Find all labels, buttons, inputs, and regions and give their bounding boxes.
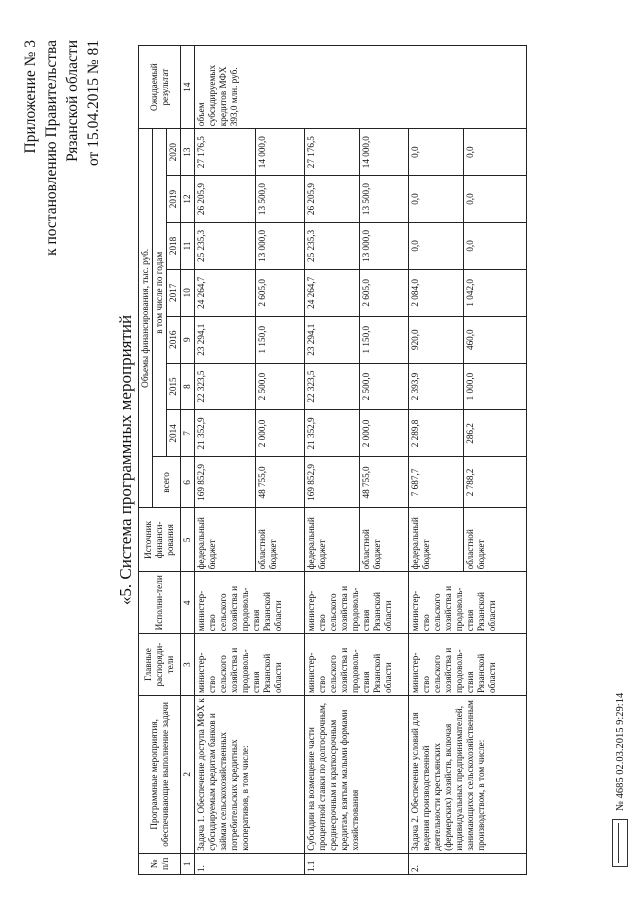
header-source: Источник финанси-рования	[139, 508, 181, 572]
row-main-manager: министер-ство сельского хозяйства и продоволь-ствия Рязанской области	[195, 634, 305, 696]
value-2016: 23 294,1	[195, 316, 256, 363]
header-result: Ожидаемый результат	[139, 46, 181, 129]
row-result: объем субсидируемых кредитов МФХ 393,0 млн. руб.	[195, 46, 527, 129]
document-number: № 4685 02.03.2015 9:29:14	[614, 692, 626, 811]
header-year: 2015	[167, 363, 181, 410]
value-2017: 2 605,0	[256, 269, 305, 316]
value-2014: 2 000,0	[256, 410, 305, 457]
value-2016: 23 294,1	[305, 316, 360, 363]
row-source: федеральный бюджет	[409, 508, 464, 572]
row-executor: министер-ство сельского хозяйства и продоволь-ствия Рязанской области	[409, 572, 527, 634]
value-2019: 26 205,9	[305, 176, 360, 223]
header-year: 2016	[167, 316, 181, 363]
value-2014: 2 000,0	[360, 410, 409, 457]
value-2015: 22 323,5	[195, 363, 256, 410]
value-2017: 2 084,0	[409, 269, 464, 316]
appendix-line: Приложение № 3	[22, 40, 39, 154]
value-2019: 13 500,0	[256, 176, 305, 223]
header-by-years: в том числе по годам	[153, 129, 167, 457]
value-2016: 920,0	[409, 316, 464, 363]
column-index: 4	[181, 572, 195, 634]
row-number: 2.	[409, 853, 527, 874]
value-2018: 25 235,3	[305, 222, 360, 269]
row-program: Субсидии на возмещение части процентной ставки по долгосрочным, среднесрочным и краткосрочным кредитам, взятым малыми формами хозяйствования	[305, 696, 409, 854]
row-number: 1.	[195, 853, 305, 874]
header-year: 2020	[167, 129, 181, 176]
row-source: областной бюджет	[464, 508, 527, 572]
value-2019: 13 500,0	[360, 176, 409, 223]
value-2014: 2 289,8	[409, 410, 464, 457]
value-2014: 286,2	[464, 410, 527, 457]
column-index: 2	[181, 696, 195, 854]
table-row	[409, 46, 464, 875]
column-index: 1	[181, 853, 195, 874]
value-2018: 0,0	[409, 222, 464, 269]
value-total: 7 687,7	[409, 457, 464, 508]
appendix-line: Рязанской области	[64, 40, 81, 162]
appendix-line: от 15.04.2015 № 81	[85, 40, 102, 166]
value-2016: 460,0	[464, 316, 527, 363]
column-index: 8	[181, 363, 195, 410]
table-row	[195, 46, 256, 875]
header-year: 2017	[167, 269, 181, 316]
column-index: 5	[181, 508, 195, 572]
header-year: 2019	[167, 176, 181, 223]
value-2014: 21 352,9	[195, 410, 256, 457]
header-total: всего	[153, 457, 181, 508]
value-total: 169 852,9	[305, 457, 360, 508]
header-main: Главные распоряди-тели	[139, 634, 181, 696]
value-2019: 0,0	[409, 176, 464, 223]
column-index: 6	[181, 457, 195, 508]
value-2018: 0,0	[464, 222, 527, 269]
section-title: «5. Система программных мероприятий	[116, 314, 135, 606]
value-2020: 14 000,0	[256, 129, 305, 176]
row-main-manager: министер-ство сельского хозяйства и продоволь-ствия Рязанской области	[409, 634, 527, 696]
value-2020: 0,0	[409, 129, 464, 176]
column-index: 13	[181, 129, 195, 176]
value-2016: 1 150,0	[256, 316, 305, 363]
value-total: 2 788,2	[464, 457, 527, 508]
row-source: областной бюджет	[256, 508, 305, 572]
row-source: федеральный бюджет	[195, 508, 256, 572]
footer	[612, 693, 628, 867]
row-source: областной бюджет	[360, 508, 409, 572]
barcode-stamp-icon	[612, 819, 628, 867]
value-2015: 2 500,0	[256, 363, 305, 410]
value-total: 48 755,0	[256, 457, 305, 508]
column-index: 11	[181, 222, 195, 269]
value-2017: 2 605,0	[360, 269, 409, 316]
value-2019: 26 205,9	[195, 176, 256, 223]
column-index: 14	[181, 46, 195, 129]
header-volumes: Объемы финансирования, тыс. руб.	[139, 129, 153, 508]
header-no: № п/п	[139, 853, 181, 874]
value-2020: 0,0	[464, 129, 527, 176]
value-2020: 27 176,5	[195, 129, 256, 176]
column-index: 7	[181, 410, 195, 457]
row-program: Задача 1. Обеспечение доступа МФХ к субсидируемым кредитам банков и займам сельскохозяйственных потребительских кредитных кооперативов, в том числе:	[195, 696, 305, 854]
row-number: 1.1	[305, 853, 409, 874]
appendix-header	[20, 40, 104, 256]
value-2015: 2 393,9	[409, 363, 464, 410]
appendix-line: к постановлению Правительства	[43, 40, 60, 256]
value-total: 48 755,0	[360, 457, 409, 508]
header-program: Программные мероприятия, обеспечивающие выполнение задачи	[139, 696, 181, 854]
value-2020: 14 000,0	[360, 129, 409, 176]
header-exec: Исполни-тели	[139, 572, 181, 634]
program-table	[138, 45, 527, 875]
row-main-manager: министер-ство сельского хозяйства и продоволь-ствия Рязанской области	[305, 634, 409, 696]
header-year: 2018	[167, 222, 181, 269]
value-2019: 0,0	[464, 176, 527, 223]
value-2014: 21 352,9	[305, 410, 360, 457]
table-row	[305, 46, 360, 875]
value-2015: 22 323,5	[305, 363, 360, 410]
value-total: 169 852,9	[195, 457, 256, 508]
column-index: 12	[181, 176, 195, 223]
value-2015: 1 000,0	[464, 363, 527, 410]
value-2018: 13 000,0	[360, 222, 409, 269]
column-index: 3	[181, 634, 195, 696]
value-2017: 1 042,0	[464, 269, 527, 316]
row-executor: министер-ство сельского хозяйства и продоволь-ствия Рязанской области	[195, 572, 305, 634]
value-2020: 27 176,5	[305, 129, 360, 176]
column-index: 10	[181, 269, 195, 316]
row-source: федеральный бюджет	[305, 508, 360, 572]
header-year: 2014	[167, 410, 181, 457]
row-program: Задача 2. Обеспечение условий для ведения производственной деятельности крестьянских (фермерских) хозяйств, включая индивидуальных предпринимателей, занимающихся сельскохозяйственным производством, в том числе:	[409, 696, 527, 854]
column-index: 9	[181, 316, 195, 363]
value-2017: 24 264,7	[195, 269, 256, 316]
value-2018: 25 235,3	[195, 222, 256, 269]
value-2017: 24 264,7	[305, 269, 360, 316]
row-executor: министер-ство сельского хозяйства и продоволь-ствия Рязанской области	[305, 572, 409, 634]
value-2016: 1 150,0	[360, 316, 409, 363]
value-2015: 2 500,0	[360, 363, 409, 410]
value-2018: 13 000,0	[256, 222, 305, 269]
